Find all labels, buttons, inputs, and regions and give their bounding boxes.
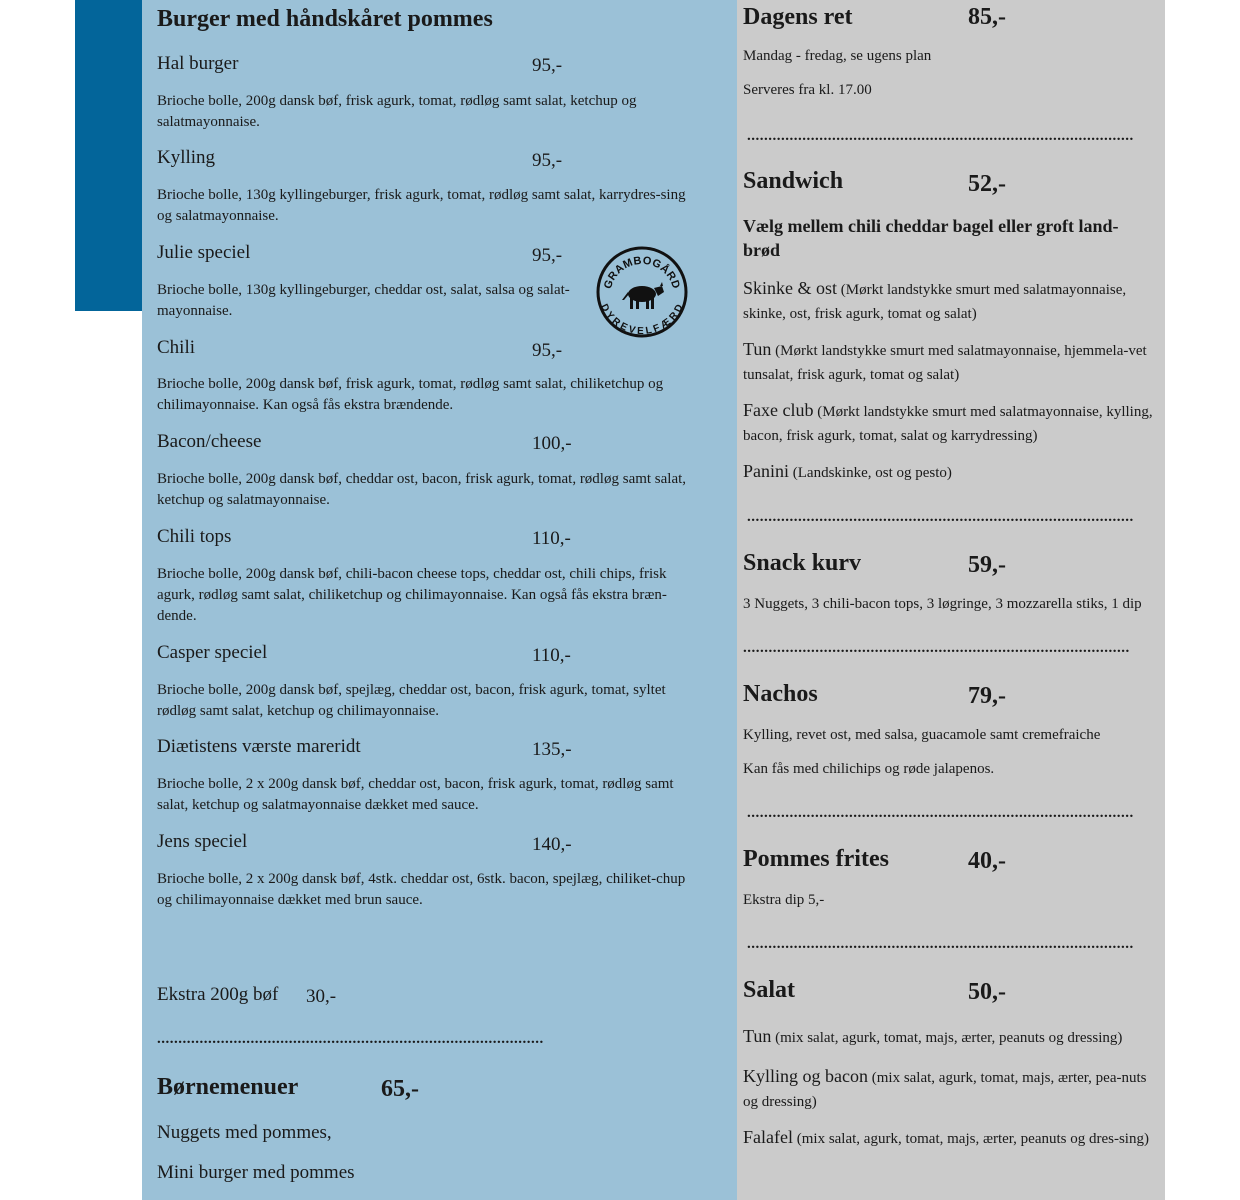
kids-menu-title: Børnemenuer xyxy=(157,1074,299,1100)
menu-item-description: Brioche bolle, 2 x 200g dansk bøf, 4stk. cheddar ost, 6stk. bacon, spejlæg, chiliket-chup og chilimayonnaise dækket med brun sauce. xyxy=(157,871,686,908)
sandwich-intro: Vælg mellem chili cheddar bagel eller groft land-brød xyxy=(743,216,1119,260)
sandwich-item-name: Skinke & ost xyxy=(743,278,838,298)
salat-item-desc: (mix salat, agurk, tomat, majs, ærter, peanuts og dres-sing) xyxy=(792,1131,1149,1147)
menu-item-price: 100,- xyxy=(532,433,572,454)
dotted-divider: ........................................................................................... xyxy=(157,1031,544,1047)
dagens-ret-line: Mandag - fredag, se ugens plan xyxy=(743,48,932,64)
menu-item-name: Chili tops xyxy=(157,526,232,547)
cow-icon xyxy=(622,282,664,309)
salat-item-name: Tun xyxy=(743,1026,772,1046)
salat-item xyxy=(743,1024,1158,1050)
pommes-frites-price: 40,- xyxy=(968,848,1006,874)
svg-text:DYREVELFÆRD xyxy=(598,302,686,337)
menu-item-name: Diætistens værste mareridt xyxy=(157,736,361,757)
menu-item-name: Casper speciel xyxy=(157,642,268,663)
salat-item xyxy=(743,1064,1158,1114)
burger-section-title: Burger med håndskåret pommes xyxy=(157,6,493,32)
snack-kurv-desc: 3 Nuggets, 3 chili-bacon tops, 3 løgringe, 3 mozzarella stiks, 1 dip xyxy=(743,596,1142,612)
menu-item-price: 110,- xyxy=(532,528,571,549)
sandwich-title: Sandwich xyxy=(743,168,844,194)
sandwich-price: 52,- xyxy=(968,171,1006,197)
salat-item-name: Falafel xyxy=(743,1127,793,1147)
dotted-divider: ........................................................................................... xyxy=(747,509,1134,525)
salat-item-name: Kylling og bacon xyxy=(743,1066,868,1086)
nachos-line: Kan fås med chilichips og røde jalapenos. xyxy=(743,761,995,777)
nachos-title: Nachos xyxy=(743,681,818,707)
menu-item-price: 95,- xyxy=(532,340,563,361)
dotted-divider: ........................................................................................... xyxy=(747,805,1134,821)
dagens-ret-price: 85,- xyxy=(968,4,1006,30)
menu-item-description: Brioche bolle, 200g dansk bøf, frisk agurk, tomat, rødløg samt salat, chiliketchup og chilimayonnaise. Kan også fås ekstra brændende. xyxy=(157,376,664,413)
menu-item-description: Brioche bolle, 200g dansk bøf, cheddar ost, bacon, frisk agurk, tomat, rødløg samt salat, ketchup og salatmayonnaise. xyxy=(157,471,687,508)
menu-item-price: 140,- xyxy=(532,834,572,855)
menu-item-price: 95,- xyxy=(532,150,563,171)
menu-item-name: Kylling xyxy=(157,147,216,168)
dagens-ret-title: Dagens ret xyxy=(743,4,853,30)
kids-menu-price: 65,- xyxy=(381,1076,419,1102)
menu-item-name: Bacon/cheese xyxy=(157,431,262,452)
menu-item-price: 110,- xyxy=(532,645,571,666)
sandwich-item-name: Panini xyxy=(743,461,790,481)
menu-item-description: Brioche bolle, 2 x 200g dansk bøf, cheddar ost, bacon, frisk agurk, tomat, rødløg samt salat, ketchup og salatmayonnaise dækket med sauce. xyxy=(157,776,674,813)
dotted-divider: ........................................................................................... xyxy=(747,936,1134,952)
sandwich-item xyxy=(743,276,1158,326)
sandwich-item xyxy=(743,398,1158,448)
snack-kurv-price: 59,- xyxy=(968,552,1006,578)
menu-item-price: 135,- xyxy=(532,739,572,760)
nachos-price: 79,- xyxy=(968,683,1006,709)
salat-title: Salat xyxy=(743,977,796,1003)
sandwich-item-desc: (Mørkt landstykke smurt med salatmayonnaise, hjemmela-vet tunsalat, frisk agurk, tomat og salat) xyxy=(743,343,1147,383)
sandwich-item xyxy=(743,459,1158,485)
menu-item-price: 95,- xyxy=(532,245,563,266)
kids-item: Mini burger med pommes xyxy=(157,1162,355,1183)
nachos-line: Kylling, revet ost, med salsa, guacamole samt cremefraiche xyxy=(743,727,1101,743)
kids-item: Nuggets med pommes, xyxy=(157,1122,332,1143)
menu-item-description: Brioche bolle, 130g kyllingeburger, cheddar ost, salat, salsa og salat-mayonnaise. xyxy=(157,282,570,319)
blue-accent-tab xyxy=(75,0,142,311)
salat-price: 50,- xyxy=(968,979,1006,1005)
grambogaard-dyrevelfaerd-logo xyxy=(596,246,688,338)
snack-kurv-title: Snack kurv xyxy=(743,550,862,576)
salat-item-desc: (mix salat, agurk, tomat, majs, ærter, pea-nuts og dressing) xyxy=(743,1070,1147,1110)
menu-item-description: Brioche bolle, 200g dansk bøf, chili-bacon cheese tops, cheddar ost, chili chips, frisk agurk, rødløg samt salat, chiliketchup og chilimayonnaise. Kan også fås ekstra bræn-dende. xyxy=(157,566,667,624)
menu-item-description: Brioche bolle, 200g dansk bøf, frisk agurk, tomat, rødløg samt salat, ketchup og salatmayonnaise. xyxy=(157,93,637,130)
salat-item-desc: (mix salat, agurk, tomat, majs, ærter, peanuts og dressing) xyxy=(771,1030,1123,1046)
menu-item-name: Jens speciel xyxy=(157,831,248,852)
sandwich-item-name: Faxe club xyxy=(743,400,814,420)
salat-item xyxy=(743,1125,1158,1151)
sandwich-item-desc: (Mørkt landstykke smurt med salatmayonnaise, skinke, ost, frisk agurk, tomat og salat) xyxy=(743,282,1127,322)
dotted-divider: ........................................................................................... xyxy=(747,128,1134,144)
pommes-frites-title: Pommes frites xyxy=(743,846,889,872)
sandwich-item-desc: (Landskinke, ost og pesto) xyxy=(789,465,952,481)
sandwich-item xyxy=(743,337,1158,387)
dagens-ret-line: Serveres fra kl. 17.00 xyxy=(743,82,872,98)
menu-item-name: Julie speciel xyxy=(157,242,251,263)
menu-item-description: Brioche bolle, 200g dansk bøf, spejlæg, cheddar ost, bacon, frisk agurk, tomat, syltet rødløg samt salat, ketchup og chilimayonnaise. xyxy=(157,682,666,719)
sandwich-item-desc: (Mørkt landstykke smurt med salatmayonnaise, kylling, bacon, frisk agurk, tomat, salat og karrydressing) xyxy=(743,404,1153,444)
menu-item-price: 95,- xyxy=(532,55,563,76)
pommes-frites-desc: Ekstra dip 5,- xyxy=(743,892,825,908)
extra-item-name: Ekstra 200g bøf xyxy=(157,984,279,1005)
menu-item-description: Brioche bolle, 130g kyllingeburger, frisk agurk, tomat, rødløg samt salat, karrydres-sing og salatmayonnaise. xyxy=(157,187,686,224)
sandwich-item-name: Tun xyxy=(743,339,772,359)
dotted-divider: ........................................................................................... xyxy=(743,640,1130,656)
menu-item-name: Chili xyxy=(157,337,196,358)
menu-item-name: Hal burger xyxy=(157,53,239,74)
extra-item-price: 30,- xyxy=(306,986,337,1007)
logo-bottom-text: DYREVELFÆRD xyxy=(598,302,686,338)
logo-top-text: GRAMBOGÅRD xyxy=(601,254,683,291)
svg-text:GRAMBOGÅRD xyxy=(602,255,682,291)
